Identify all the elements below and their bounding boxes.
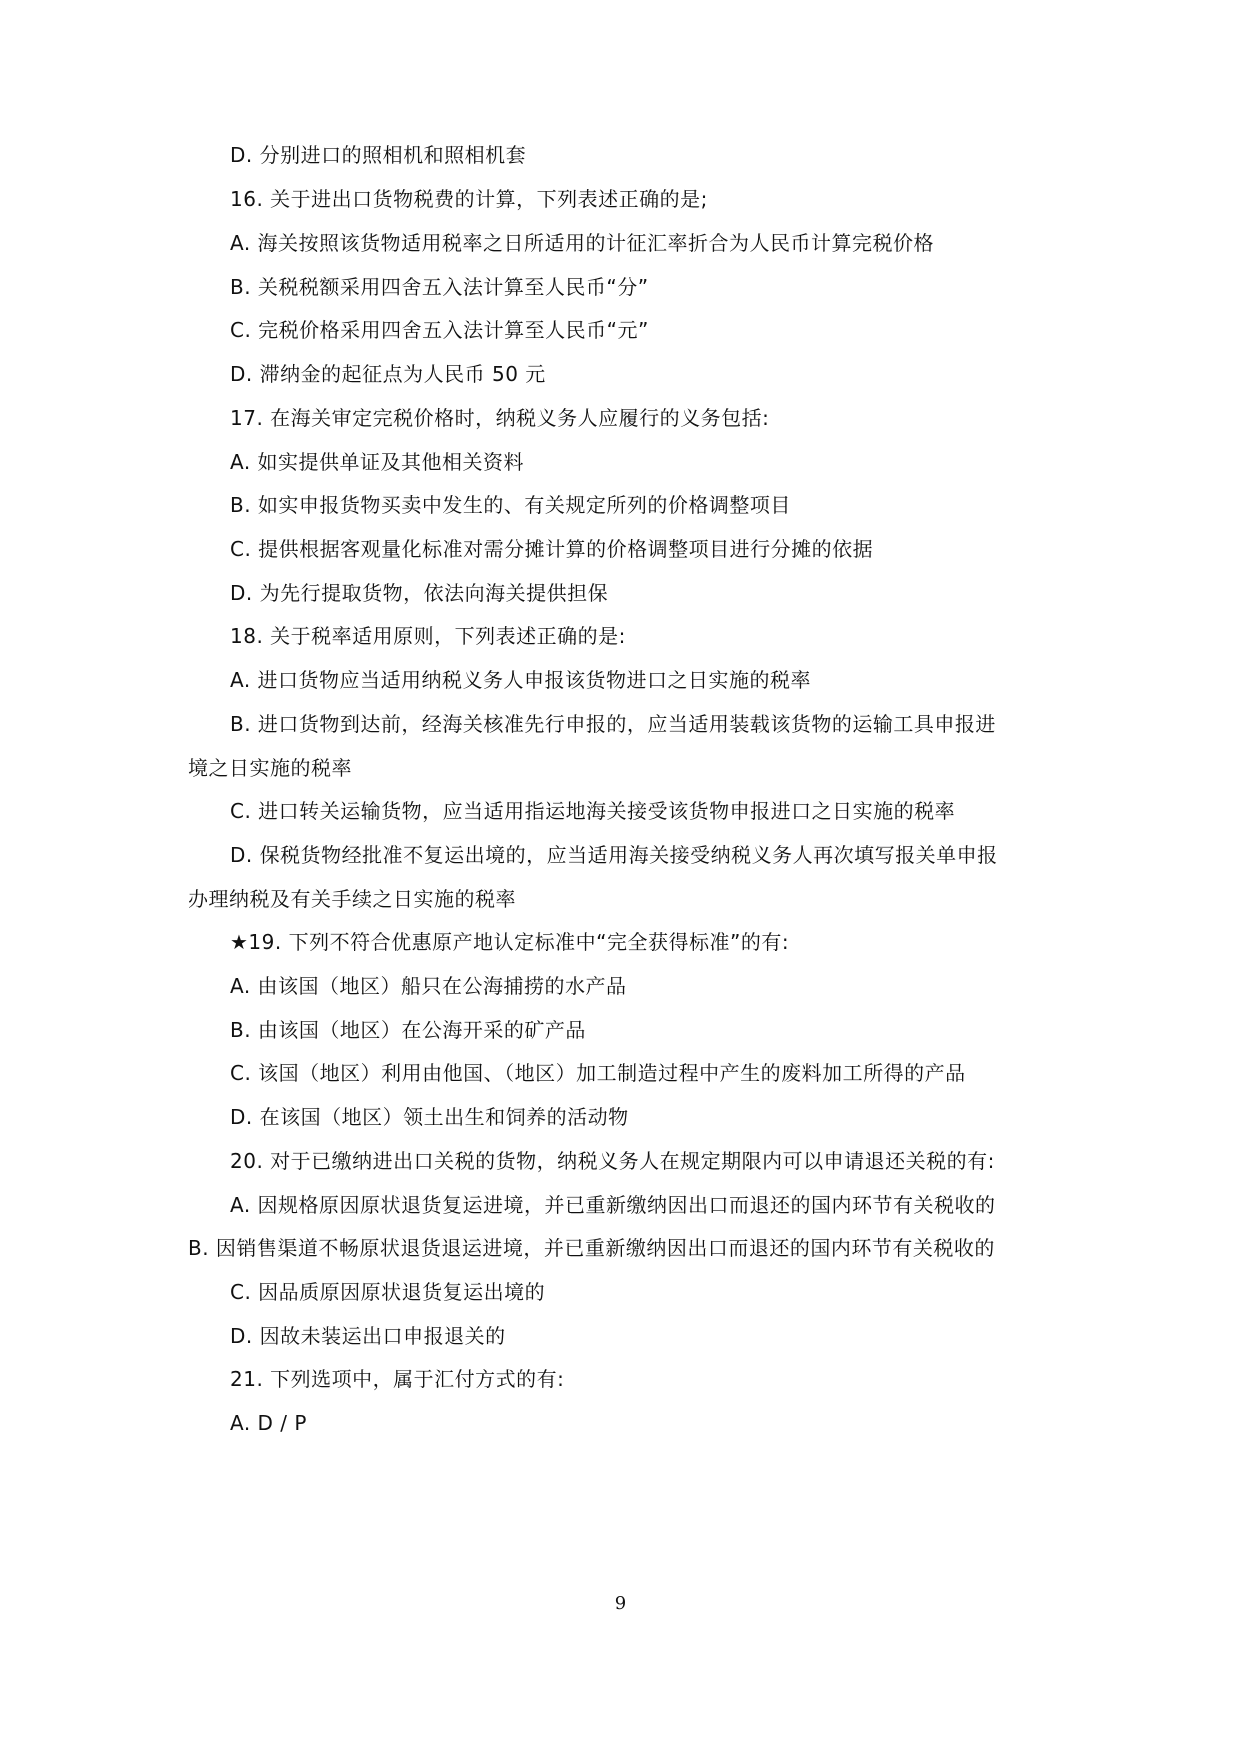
- option-line: B. 关税税额采用四舍五入法计算至人民币“分”: [230, 275, 649, 299]
- option-line: B. 因销售渠道不畅原状退货退运进境，并已重新缴纳因出口而退还的国内环节有关税收的: [188, 1236, 995, 1260]
- option-line: C. 该国（地区）利用由他国、（地区）加工制造过程中产生的废料加工所得的产品: [230, 1061, 966, 1085]
- option-line: A. 因规格原因原状退货复运进境，并已重新缴纳因出口而退还的国内环节有关税收的: [230, 1193, 996, 1217]
- option-line: C. 进口转关运输货物，应当适用指运地海关接受该货物申报进口之日实施的税率: [230, 799, 956, 823]
- option-line: A. 由该国（地区）船只在公海捕捞的水产品: [230, 974, 627, 998]
- option-line: A. 如实提供单证及其他相关资料: [230, 450, 525, 474]
- option-line: C. 提供根据客观量化标准对需分摊计算的价格调整项目进行分摊的依据: [230, 537, 874, 561]
- question-16: 16. 关于进出口货物税费的计算，下列表述正确的是;: [230, 187, 708, 211]
- option-line: D. 因故未装运出口申报退关的: [230, 1324, 506, 1348]
- page-number: 9: [614, 1593, 627, 1614]
- question-21: 21. 下列选项中，属于汇付方式的有:: [230, 1367, 565, 1391]
- question-19: ★19. 下列不符合优惠原产地认定标准中“完全获得标准”的有:: [230, 930, 790, 954]
- option-line: A. D / P: [230, 1411, 307, 1435]
- option-line: D. 保税货物经批准不复运出境的，应当适用海关接受纳税义务人再次填写报关单申报: [230, 843, 998, 867]
- option-line: D. 为先行提取货物，依法向海关提供担保: [230, 581, 609, 605]
- option-line: A. 进口货物应当适用纳税义务人申报该货物进口之日实施的税率: [230, 668, 812, 692]
- question-17: 17. 在海关审定完税价格时，纳税义务人应履行的义务包括:: [230, 406, 770, 430]
- option-line: D. 在该国（地区）领土出生和饲养的活动物: [230, 1105, 629, 1129]
- text-line: D. 分别进口的照相机和照相机套: [230, 143, 527, 167]
- option-line: A. 海关按照该货物适用税率之日所适用的计征汇率折合为人民币计算完税价格: [230, 231, 935, 255]
- option-line: C. 完税价格采用四舍五入法计算至人民币“元”: [230, 318, 649, 342]
- option-line: B. 进口货物到达前，经海关核准先行申报的，应当适用装载该货物的运输工具申报进: [230, 712, 996, 736]
- option-line: C. 因品质原因原状退货复运出境的: [230, 1280, 546, 1304]
- option-continuation: 境之日实施的税率: [188, 756, 352, 780]
- question-18: 18. 关于税率适用原则，下列表述正确的是:: [230, 624, 626, 648]
- option-line: B. 如实申报货物买卖中发生的、有关规定所列的价格调整项目: [230, 493, 791, 517]
- option-line: B. 由该国（地区）在公海开采的矿产品: [230, 1018, 586, 1042]
- question-20: 20. 对于已缴纳进出口关税的货物，纳税义务人在规定期限内可以申请退还关税的有:: [230, 1149, 995, 1173]
- option-continuation: 办理纳税及有关手续之日实施的税率: [188, 887, 516, 911]
- option-line: D. 滞纳金的起征点为人民币 50 元: [230, 362, 546, 386]
